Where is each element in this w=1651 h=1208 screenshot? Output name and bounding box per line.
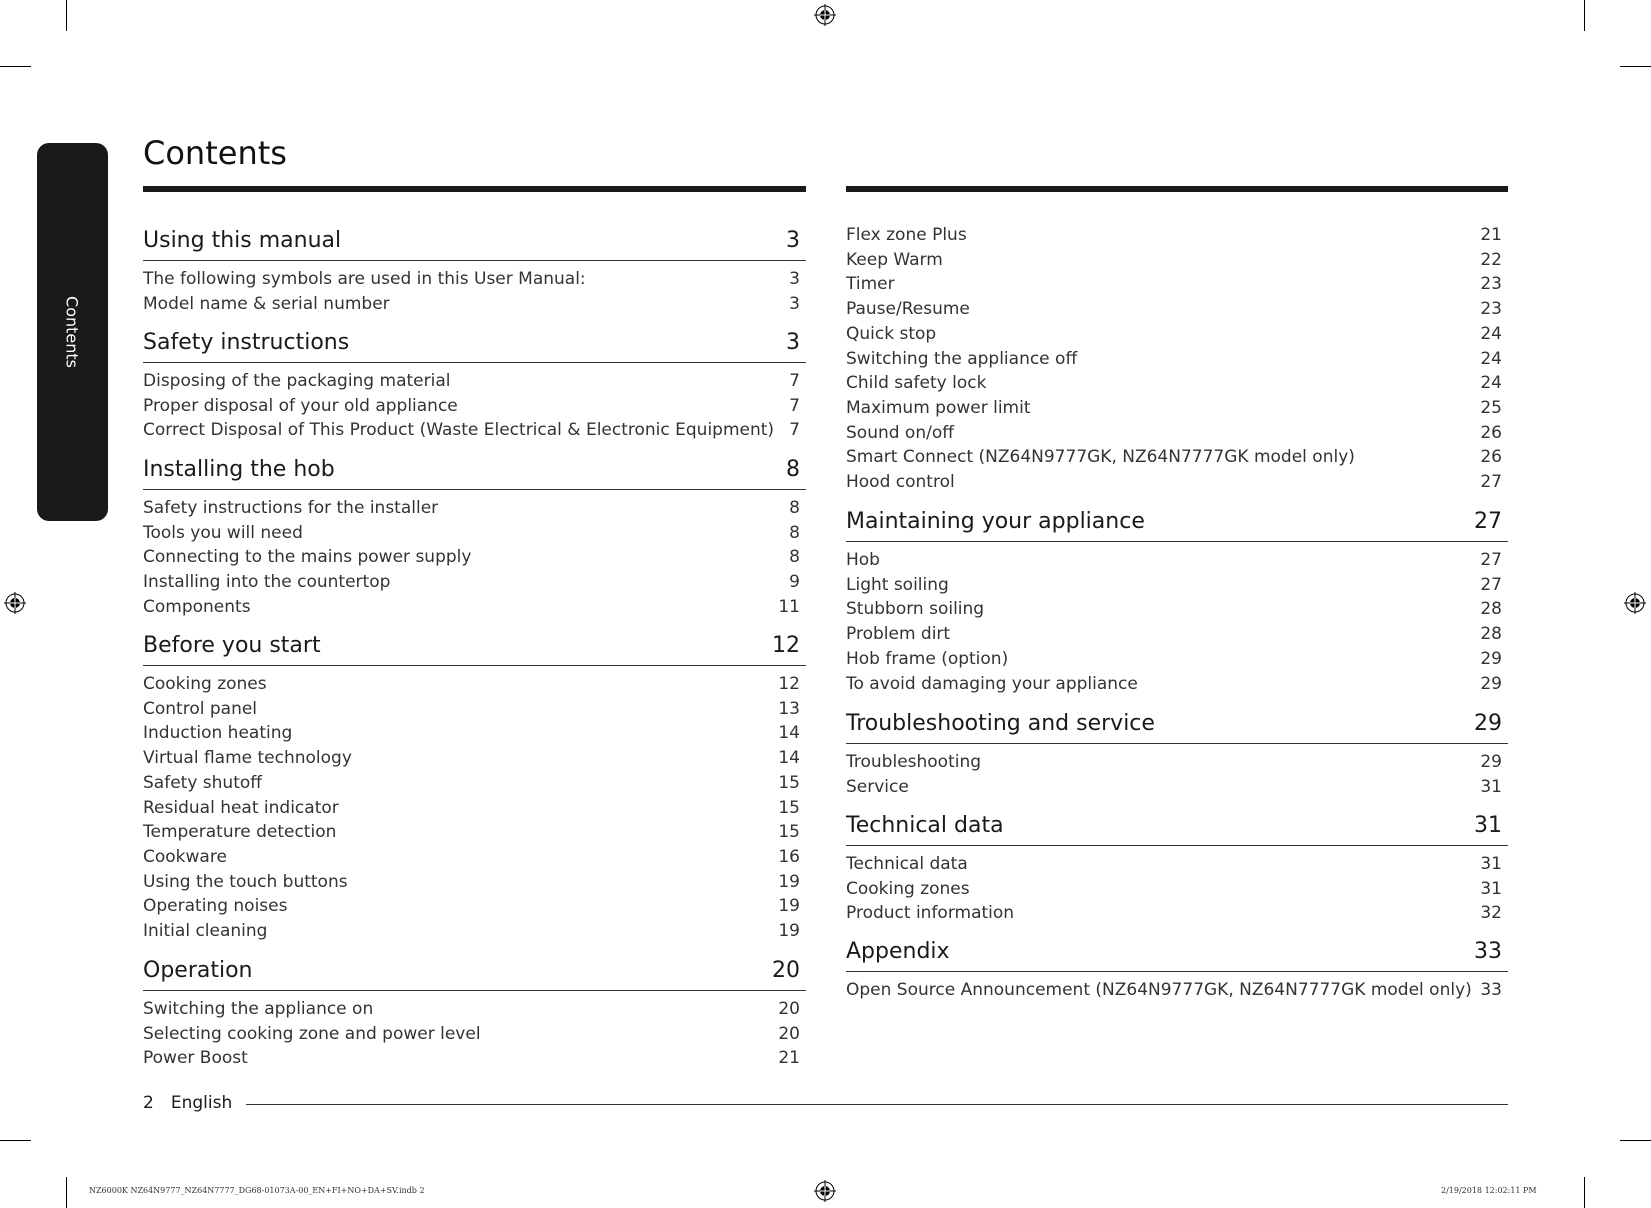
toc-entry-label: Keep Warm xyxy=(846,249,943,270)
toc-section-page: 8 xyxy=(786,457,800,482)
toc-entry[interactable] xyxy=(846,877,1508,902)
toc-entry-page: 22 xyxy=(1480,249,1502,270)
toc-entry-page: 24 xyxy=(1480,348,1502,369)
toc-entry-label: Switching the appliance on xyxy=(143,999,374,1019)
toc-section-title: Operation xyxy=(143,958,253,983)
toc-entry[interactable] xyxy=(846,297,1508,322)
toc-entry-list xyxy=(846,542,1508,696)
registration-mark-icon xyxy=(814,4,836,26)
toc-entry-label: Connecting to the mains power supply xyxy=(143,547,472,568)
toc-entry-page: 28 xyxy=(1480,624,1502,645)
toc-section-title: Safety instructions xyxy=(143,330,350,355)
toc-section-page: 12 xyxy=(772,633,800,658)
toc-entry-page: 32 xyxy=(1480,903,1502,924)
toc-section-title: Troubleshooting and service xyxy=(846,711,1155,736)
toc-entry[interactable] xyxy=(846,775,1508,800)
toc-entry[interactable] xyxy=(846,978,1508,1003)
toc-entry[interactable] xyxy=(846,371,1508,396)
toc-entry[interactable] xyxy=(846,622,1508,647)
toc-entry-page: 24 xyxy=(1480,373,1502,394)
toc-entry[interactable] xyxy=(143,820,806,845)
toc-entry-page: 19 xyxy=(778,871,800,892)
toc-entry-label: Power Boost xyxy=(143,1048,248,1069)
toc-entry-page: 8 xyxy=(789,498,800,518)
toc-section xyxy=(846,939,1508,1003)
toc-entry-page: 21 xyxy=(1480,225,1502,245)
toc-entry-page: 27 xyxy=(1480,574,1502,595)
toc-entry-label: Operating noises xyxy=(143,896,288,917)
toc-entry-list xyxy=(143,363,806,443)
toc-entry[interactable] xyxy=(846,597,1508,622)
toc-entry-label: Temperature detection xyxy=(143,822,337,843)
toc-section xyxy=(846,813,1508,926)
toc-entry-page: 29 xyxy=(1480,752,1502,772)
toc-entry[interactable] xyxy=(143,894,806,919)
toc-entry-list xyxy=(846,972,1508,1003)
toc-entry[interactable] xyxy=(846,750,1508,775)
toc-entry-label: Maximum power limit xyxy=(846,397,1031,418)
toc-entry-label: Installing into the countertop xyxy=(143,572,391,593)
toc-entry-label: Smart Connect (NZ64N9777GK, NZ64N7777GK model only) xyxy=(846,447,1355,468)
toc-entry[interactable] xyxy=(846,470,1508,495)
toc-entry-label: Proper disposal of your old appliance xyxy=(143,395,458,416)
toc-entry-page: 29 xyxy=(1480,648,1502,669)
toc-entry-page: 23 xyxy=(1480,274,1502,295)
print-slug-datetime: 2/19/2018 12:02:11 PM xyxy=(1441,1186,1537,1195)
toc-section-title: Maintaining your appliance xyxy=(846,509,1145,534)
toc-entry-label: Cooking zones xyxy=(143,674,267,694)
toc-entry-page: 31 xyxy=(1480,854,1502,874)
toc-entry-page: 33 xyxy=(1480,980,1502,1000)
toc-entry[interactable] xyxy=(846,852,1508,877)
toc-entry[interactable] xyxy=(143,845,806,870)
toc-entry-page: 14 xyxy=(778,748,800,769)
toc-entry-label: Technical data xyxy=(846,854,968,874)
toc-entry-list xyxy=(143,261,806,316)
toc-entry-label: Service xyxy=(846,776,909,797)
footer-language: English xyxy=(170,1093,233,1113)
toc-entry-label: Disposing of the packaging material xyxy=(143,371,451,391)
toc-section xyxy=(846,509,1508,696)
toc-entry[interactable] xyxy=(846,272,1508,297)
toc-entry-label: Model name & serial number xyxy=(143,293,390,314)
toc-entry-label: Sound on/off xyxy=(846,422,954,443)
toc-entry[interactable] xyxy=(143,1046,806,1071)
toc-entry-page: 26 xyxy=(1480,447,1502,468)
crop-mark xyxy=(1584,1177,1585,1208)
toc-entry[interactable] xyxy=(846,223,1508,248)
toc-entry-list xyxy=(846,744,1508,799)
toc-entry-label: Components xyxy=(143,596,251,617)
side-tab-label: Contents xyxy=(62,296,82,368)
toc-entry[interactable] xyxy=(143,919,806,944)
toc-left-column xyxy=(143,0,806,1208)
registration-mark-icon xyxy=(814,1180,836,1202)
toc-entry-page: 15 xyxy=(778,797,800,818)
toc-section-heading[interactable] xyxy=(846,509,1508,542)
toc-entry-label: To avoid damaging your appliance xyxy=(846,673,1138,694)
toc-entry[interactable] xyxy=(846,347,1508,372)
toc-entry-page: 11 xyxy=(778,596,800,617)
toc-entry-page: 7 xyxy=(789,395,800,416)
toc-entry-label: The following symbols are used in this User Manual: xyxy=(143,269,586,289)
toc-section-heading[interactable] xyxy=(143,958,806,991)
crop-mark xyxy=(1620,66,1651,67)
toc-entry-list xyxy=(846,846,1508,926)
toc-section-title: Installing the hob xyxy=(143,457,335,482)
toc-continued-list xyxy=(846,223,1508,495)
toc-entry-label: Timer xyxy=(846,274,895,295)
toc-entry-label: Open Source Announcement (NZ64N9777GK, NZ64N7777GK model only) xyxy=(846,980,1472,1000)
toc-entry-list xyxy=(143,666,806,944)
toc-entry-list xyxy=(143,490,806,620)
toc-entry-page: 27 xyxy=(1480,550,1502,570)
toc-section-page: 3 xyxy=(786,330,800,355)
toc-entry-label: Tools you will need xyxy=(143,522,303,543)
toc-section-title: Before you start xyxy=(143,633,321,658)
page-footer xyxy=(143,1093,232,1113)
toc-entry[interactable] xyxy=(846,901,1508,926)
toc-section-heading[interactable] xyxy=(143,330,806,363)
toc-entry[interactable] xyxy=(143,369,806,394)
toc-entry-label: Safety instructions for the installer xyxy=(143,498,439,518)
toc-entry[interactable] xyxy=(143,997,806,1022)
toc-entry-label: Quick stop xyxy=(846,323,937,344)
toc-entry-label: Problem dirt xyxy=(846,624,951,645)
page-number: 2 xyxy=(143,1093,154,1113)
toc-entry-label: Hood control xyxy=(846,472,955,493)
toc-entry[interactable] xyxy=(143,292,806,317)
toc-entry-page: 8 xyxy=(789,547,800,568)
toc-section-title: Using this manual xyxy=(143,228,342,253)
toc-entry-page: 3 xyxy=(789,293,800,314)
toc-entry-page: 20 xyxy=(778,1023,800,1044)
toc-right-column xyxy=(846,0,1508,1208)
toc-entry-label: Switching the appliance off xyxy=(846,348,1078,369)
toc-entry[interactable] xyxy=(143,796,806,821)
toc-entry-page: 20 xyxy=(778,999,800,1019)
toc-entry[interactable] xyxy=(846,672,1508,697)
toc-section-page: 20 xyxy=(772,958,800,983)
toc-entry-label: Using the touch buttons xyxy=(143,871,348,892)
toc-entry[interactable] xyxy=(143,697,806,722)
toc-entry-label: Flex zone Plus xyxy=(846,225,967,245)
crop-mark xyxy=(1584,0,1585,31)
toc-entry[interactable] xyxy=(143,521,806,546)
toc-section-title: Technical data xyxy=(846,813,1004,838)
toc-entry[interactable] xyxy=(143,870,806,895)
crop-mark xyxy=(66,1177,67,1208)
toc-entry-label: Pause/Resume xyxy=(846,299,970,320)
toc-entry-page: 26 xyxy=(1480,422,1502,443)
toc-entry-page: 28 xyxy=(1480,599,1502,620)
toc-section-heading[interactable] xyxy=(846,711,1508,744)
toc-entry-label: Residual heat indicator xyxy=(143,797,339,818)
toc-entry[interactable] xyxy=(143,545,806,570)
toc-entry-page: 8 xyxy=(789,522,800,543)
toc-entry-page: 19 xyxy=(778,921,800,942)
toc-section xyxy=(143,330,806,443)
toc-section-heading[interactable] xyxy=(143,457,806,490)
toc-section-heading[interactable] xyxy=(846,813,1508,846)
toc-entry-page: 12 xyxy=(778,674,800,694)
toc-section xyxy=(143,228,806,316)
crop-mark xyxy=(0,66,31,67)
toc-entry[interactable] xyxy=(143,672,806,697)
registration-mark-icon xyxy=(4,592,26,614)
toc-entry-page: 3 xyxy=(789,269,800,289)
toc-section xyxy=(143,633,806,944)
toc-section-page: 31 xyxy=(1474,813,1502,838)
toc-entry-page: 24 xyxy=(1480,323,1502,344)
toc-entry-page: 13 xyxy=(778,698,800,719)
toc-entry-label: Troubleshooting xyxy=(846,752,982,772)
toc-section-page: 3 xyxy=(786,228,800,253)
toc-entry-label: Hob xyxy=(846,550,880,570)
toc-entry-page: 31 xyxy=(1480,776,1502,797)
toc-entry-page: 14 xyxy=(778,723,800,744)
toc-entry-page: 23 xyxy=(1480,299,1502,320)
toc-section-page: 33 xyxy=(1474,939,1502,964)
toc-entry[interactable] xyxy=(143,496,806,521)
toc-section-heading[interactable] xyxy=(143,228,806,261)
toc-entry[interactable] xyxy=(846,248,1508,273)
page-title: Contents xyxy=(143,134,287,172)
toc-entry[interactable] xyxy=(846,322,1508,347)
toc-section-page: 27 xyxy=(1474,509,1502,534)
toc-entry-label: Control panel xyxy=(143,698,258,719)
toc-entry[interactable] xyxy=(143,746,806,771)
toc-entry[interactable] xyxy=(143,1022,806,1047)
toc-entry-label: Stubborn soiling xyxy=(846,599,985,620)
toc-entry-label: Cooking zones xyxy=(846,878,970,899)
toc-entry-page: 19 xyxy=(778,896,800,917)
toc-entry[interactable] xyxy=(846,647,1508,672)
toc-section xyxy=(143,958,806,1071)
registration-mark-icon xyxy=(1624,592,1646,614)
toc-entry-page: 7 xyxy=(789,371,800,391)
toc-entry[interactable] xyxy=(846,573,1508,598)
toc-section-heading[interactable] xyxy=(143,633,806,666)
toc-entry-label: Induction heating xyxy=(143,723,293,744)
crop-mark xyxy=(66,0,67,31)
toc-entry[interactable] xyxy=(846,445,1508,470)
toc-entry[interactable] xyxy=(846,396,1508,421)
toc-section-page: 29 xyxy=(1474,711,1502,736)
toc-section xyxy=(846,711,1508,799)
toc-entry-page: 15 xyxy=(778,822,800,843)
toc-entry-list xyxy=(143,991,806,1071)
toc-entry-label: Selecting cooking zone and power level xyxy=(143,1023,481,1044)
toc-entry-label: Hob frame (option) xyxy=(846,648,1009,669)
toc-entry-label: Product information xyxy=(846,903,1015,924)
toc-entry-page: 29 xyxy=(1480,673,1502,694)
toc-entry-page: 15 xyxy=(778,772,800,793)
toc-entry-page: 31 xyxy=(1480,878,1502,899)
toc-entry-label: Safety shutoff xyxy=(143,772,262,793)
toc-entry-page: 7 xyxy=(789,420,800,441)
toc-entry-page: 21 xyxy=(778,1048,800,1069)
toc-entry-label: Child safety lock xyxy=(846,373,987,394)
toc-entry[interactable] xyxy=(143,771,806,796)
print-slug-file: NZ6000K NZ64N9777_NZ64N7777_DG68-01073A-00_EN+FI+NO+DA+SV.indb 2 xyxy=(89,1186,425,1195)
toc-entry[interactable] xyxy=(846,548,1508,573)
toc-section-heading[interactable] xyxy=(846,939,1508,972)
toc-entry-label: Correct Disposal of This Product (Waste Electrical & Electronic Equipment) xyxy=(143,420,775,441)
toc-entry-page: 25 xyxy=(1480,397,1502,418)
toc-section-title: Appendix xyxy=(846,939,950,964)
toc-entry[interactable] xyxy=(143,394,806,419)
toc-entry[interactable] xyxy=(143,418,806,443)
toc-entry[interactable] xyxy=(143,595,806,620)
crop-mark xyxy=(0,1140,31,1141)
toc-entry-page: 16 xyxy=(778,846,800,867)
toc-entry-label: Light soiling xyxy=(846,574,949,595)
footer-rule xyxy=(246,1104,1508,1105)
toc-section xyxy=(143,457,806,620)
toc-entry-label: Initial cleaning xyxy=(143,921,268,942)
toc-entry[interactable] xyxy=(143,267,806,292)
toc-entry[interactable] xyxy=(143,570,806,595)
toc-entry-label: Virtual flame technology xyxy=(143,748,352,769)
toc-entry-label: Cookware xyxy=(143,846,227,867)
crop-mark xyxy=(1620,1140,1651,1141)
toc-entry-page: 27 xyxy=(1480,472,1502,493)
toc-entry[interactable] xyxy=(143,721,806,746)
toc-entry-page: 9 xyxy=(789,572,800,593)
toc-entry[interactable] xyxy=(846,421,1508,446)
